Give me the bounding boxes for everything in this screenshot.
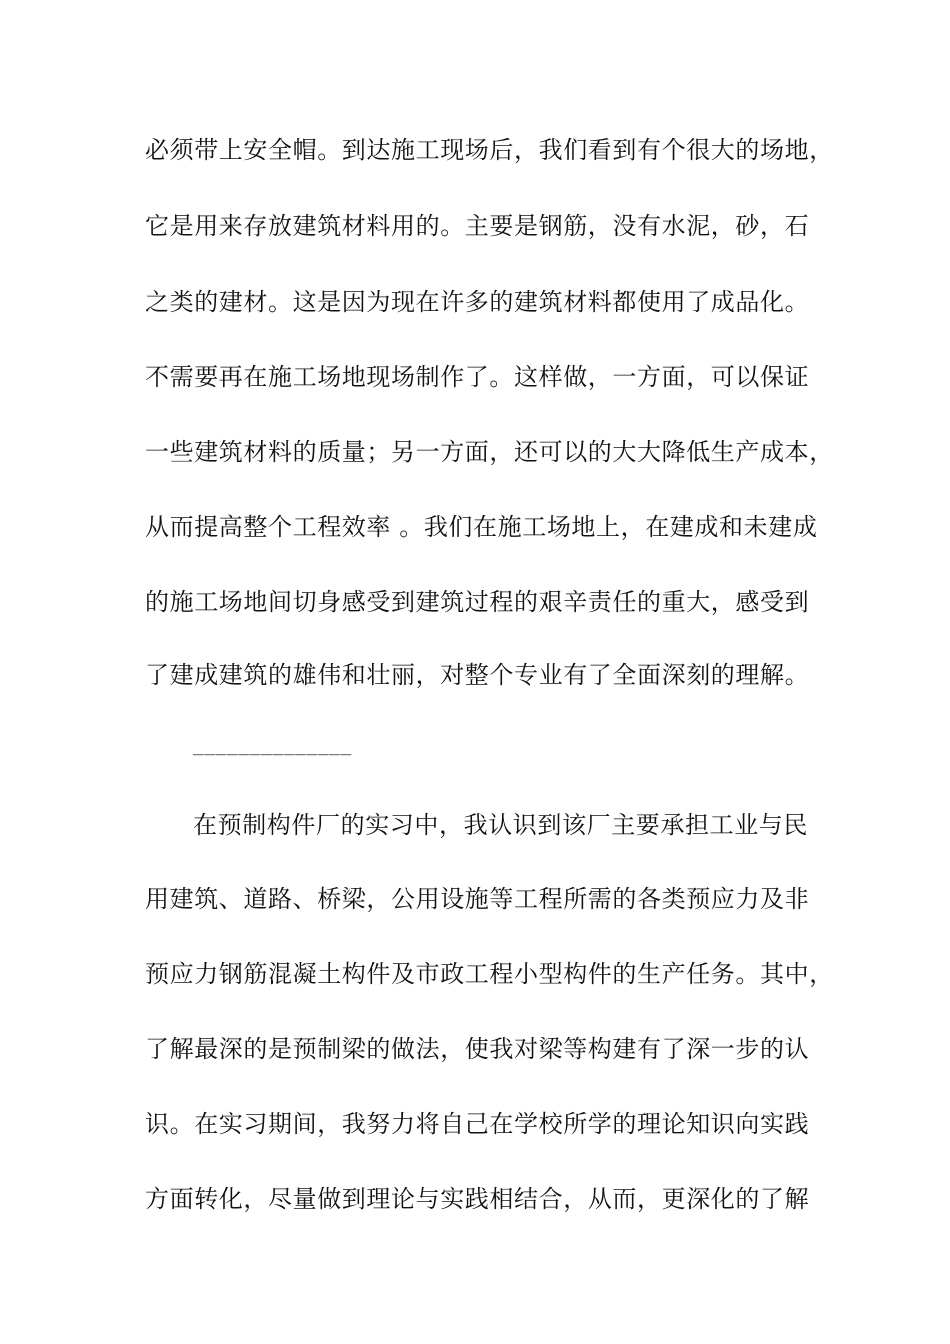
paragraph-1-line-4: 不需要再在施工场地现场制作了。这样做，一方面，可以保证 [145,363,810,391]
paragraph-2-line-1: 在预制构件厂的实习中，我认识到该厂主要承担工业与民 [193,811,808,839]
paragraph-2-line-4: 了解最深的是预制梁的做法，使我对梁等构建有了深一步的认 [145,1035,810,1063]
paragraph-2-line-6: 方面转化，尽量做到理论与实践相结合，从而，更深化的了解 [145,1185,810,1213]
paragraph-2-line-5: 识。在实习期间，我努力将自己在学校所学的理论知识向实践 [145,1110,810,1138]
paragraph-1-line-1: 必须带上安全帽。到达施工现场后，我们看到有个很大的场地， [145,136,834,164]
paragraph-1-line-7: 的施工场地间切身感受到建筑过程的艰辛责任的重大，感受到 [145,588,810,616]
paragraph-2-line-2: 用建筑、道路、桥梁，公用设施等工程所需的各类预应力及非 [145,885,810,913]
paragraph-1-line-2: 它是用来存放建筑材料用的。主要是钢筋，没有水泥，砂，石 [145,212,810,240]
paragraph-1-line-5: 一些建筑材料的质量；另一方面，还可以的大大降低生产成本， [145,438,834,466]
paragraph-2-line-3: 预应力钢筋混凝土构件及市政工程小型构件的生产任务。其中， [145,960,834,988]
paragraph-1-line-8: 了建成建筑的雄伟和壮丽，对整个专业有了全面深刻的理解。 [145,661,810,689]
paragraph-1-line-3: 之类的建材。这是因为现在许多的建筑材料都使用了成品化。 [145,288,810,316]
section-separator: ______________ [193,735,352,756]
paragraph-1-line-6: 从而提高整个工程效率 。我们在施工场地上，在建成和未建成 [145,513,818,541]
